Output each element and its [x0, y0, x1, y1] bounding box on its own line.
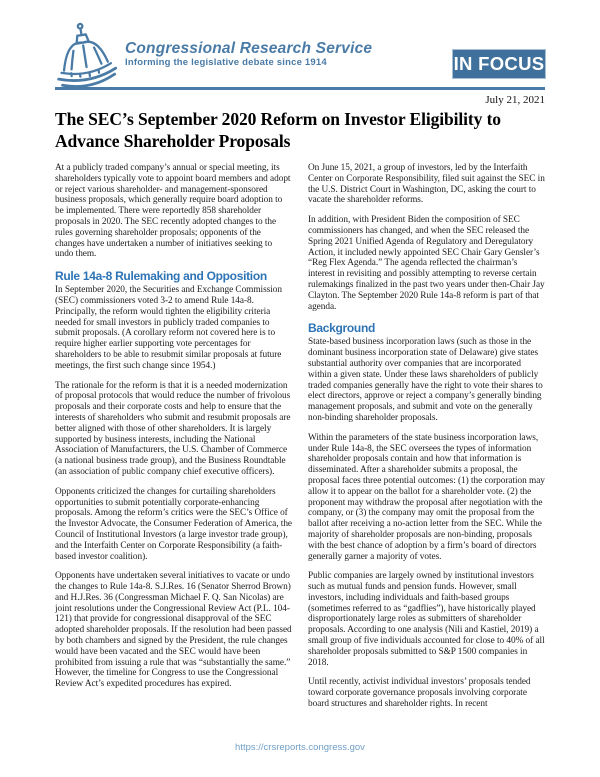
brand-text [125, 40, 372, 69]
section-heading-background: Background [308, 321, 376, 336]
body-columns [55, 163, 545, 740]
footer-crs-reports-link[interactable]: https://crsreports.congress.gov [235, 742, 365, 753]
capitol-dome-icon [46, 20, 122, 88]
org-tagline: Informing the legislative debate since 1914 [125, 57, 327, 68]
in-focus-badge: IN FOCUS [453, 50, 545, 78]
document-title: The SEC’s September 2020 Reform on Investor Eligibility to Advance Shareholder Proposals [55, 109, 501, 151]
org-name: Congressional Research Service [125, 40, 373, 57]
paragraph: The rationale for the reform is that it is a needed modernization of proposal protocols that would reduce the number of frivolous proposals and their corporate costs and help to ensure that the interests of shareholders who submit and resubmit proposals are better aligned with those of other shareholders. It is largely supported by business interests, including the National Association of Manufacturers, the U.S. Chamber of Commerce (a national business trade group), and the Business Roundtable (an association of public company chief executive officers). [55, 380, 291, 477]
paragraph: Until recently, activist individual investors’ proposals tended toward corporate governance proposals involving corporate board structures and shareholder rights. In recent [308, 677, 531, 710]
paragraph: Within the parameters of the state business incorporation laws, under Rule 14a-8, the SEC oversees the types of information shareholder proposals contain and how that information is disseminated. After a shareholder submits a proposal, the proposal faces three potential outcomes: (1) the corporation may allow it to appear on the ballot for a shareholder vote. (2) the proponent may withdraw the proposal after negotiation with the company, or (3) the company may omit the proposal from the ballot after receiving a no-action letter from the SEC. While the majority of shareholder proposals are non-binding, proposals with the best chance of adoption by a firm’s board of directors generally garner a majority of votes. [308, 432, 545, 562]
paragraph: Opponents have undertaken several initiatives to vacate or undo the changes to Rule 14a-8. S.J.Res. 16 (Senator Sherrod Brown) and H.J.Res. 36 (Congressman Michael F. Q. San Nicolas) are joint resolutions under the Congressional Review Act (P.L. 104-121) that provide for congressional disapproval of the SEC adopted shareholder proposals. If the resolution had been passed by both chambers and signed by the President, the rule changes would have been vacated and the SEC would have been prohibited from issuing a rule that was “substantially the same.” However, the timeline for Congress to use the Congressional Review Act’s expedited procedures has expired. [55, 571, 292, 690]
section-heading-rule-14a-8: Rule 14a-8 Rulemaking and Opposition [55, 269, 267, 284]
publication-date: July 21, 2021 [485, 94, 545, 106]
header-divider [55, 87, 545, 90]
paragraph: State-based business incorporation laws (such as those in the dominant business incorporation state of Delaware) give states substantial authority over companies that are incorporated within a given state. Under these laws shareholders of publicly traded companies generally have the right to vote their shares to elect directors, approve or reject a company’s generally binding management proposals, and submit and vote on the generally non-binding shareholder proposals. [308, 337, 543, 423]
left-column [55, 163, 292, 740]
paragraph: On June 15, 2021, a group of investors, led by the Interfaith Center on Corporate Responsibility, filed suit against the SEC in the U.S. District Court in Washington, DC, asking the court to vacate the shareholder reforms. [308, 163, 545, 206]
paragraph: Opponents criticized the changes for curtailing shareholders opportunities to submit potentially corporate-enhancing proposals. Among the reform’s critics were the SEC’s Office of the Investor Advocate, the Consumer Federation of America, the Council of Institutional Investors (a large investor trade group), and the Interfaith Center on Corporate Responsibility (a faith-based investor coalition). [55, 486, 292, 562]
right-column [308, 163, 545, 740]
paragraph: At a publicly traded company’s annual or special meeting, its shareholders typically vote to appoint board members and adopt or reject various shareholder- and management-sponsored business proposals, which generally require board adoption to be implemented. There were reportedly 858 shareholder proposals in 2020. The SEC recently adopted changes to the rules governing shareholder proposals; opponents of the changes have undertaken a number of initiatives seeking to undo them. [55, 163, 291, 260]
paragraph: In September 2020, the Securities and Exchange Commission (SEC) commissioners voted 3-2 to amend Rule 14a-8. Principally, the reform would tighten the eligibility criteria needed for small investors in publicly traded companies to submit proposals. (A corollary reform not covered here is to require higher earlier supporting vote percentages for shareholders to be able to resubmit similar proposals at future meetings, the first such change since 1954.) [55, 285, 282, 371]
paragraph: In addition, with President Biden the composition of SEC commissioners has changed, and when the SEC released the Spring 2021 Unified Agenda of Regulatory and Deregulatory Action, it included newly appointed SEC Chair Gary Gensler’s “Reg Flex Agenda.” The agenda reflected the chairman’s interest in revisiting and possibly attempting to reverse certain rulemakings finalized in the past two years under then-Chair Jay Clayton. The September 2020 Rule 14a-8 reform is part of that agenda. [308, 215, 545, 312]
paragraph: Public companies are largely owned by institutional investors such as mutual funds and pension funds. However, small investors, including individuals and faith-based groups (sometimes referred to as “gadflies”), have historically played disproportionately large roles as submitters of shareholder proposals. According to one analysis (Nili and Kastiel, 2019) a small group of five individuals accounted for close to 40% of all shareholder proposals submitted to S&P 1500 companies in 2018. [308, 571, 545, 668]
